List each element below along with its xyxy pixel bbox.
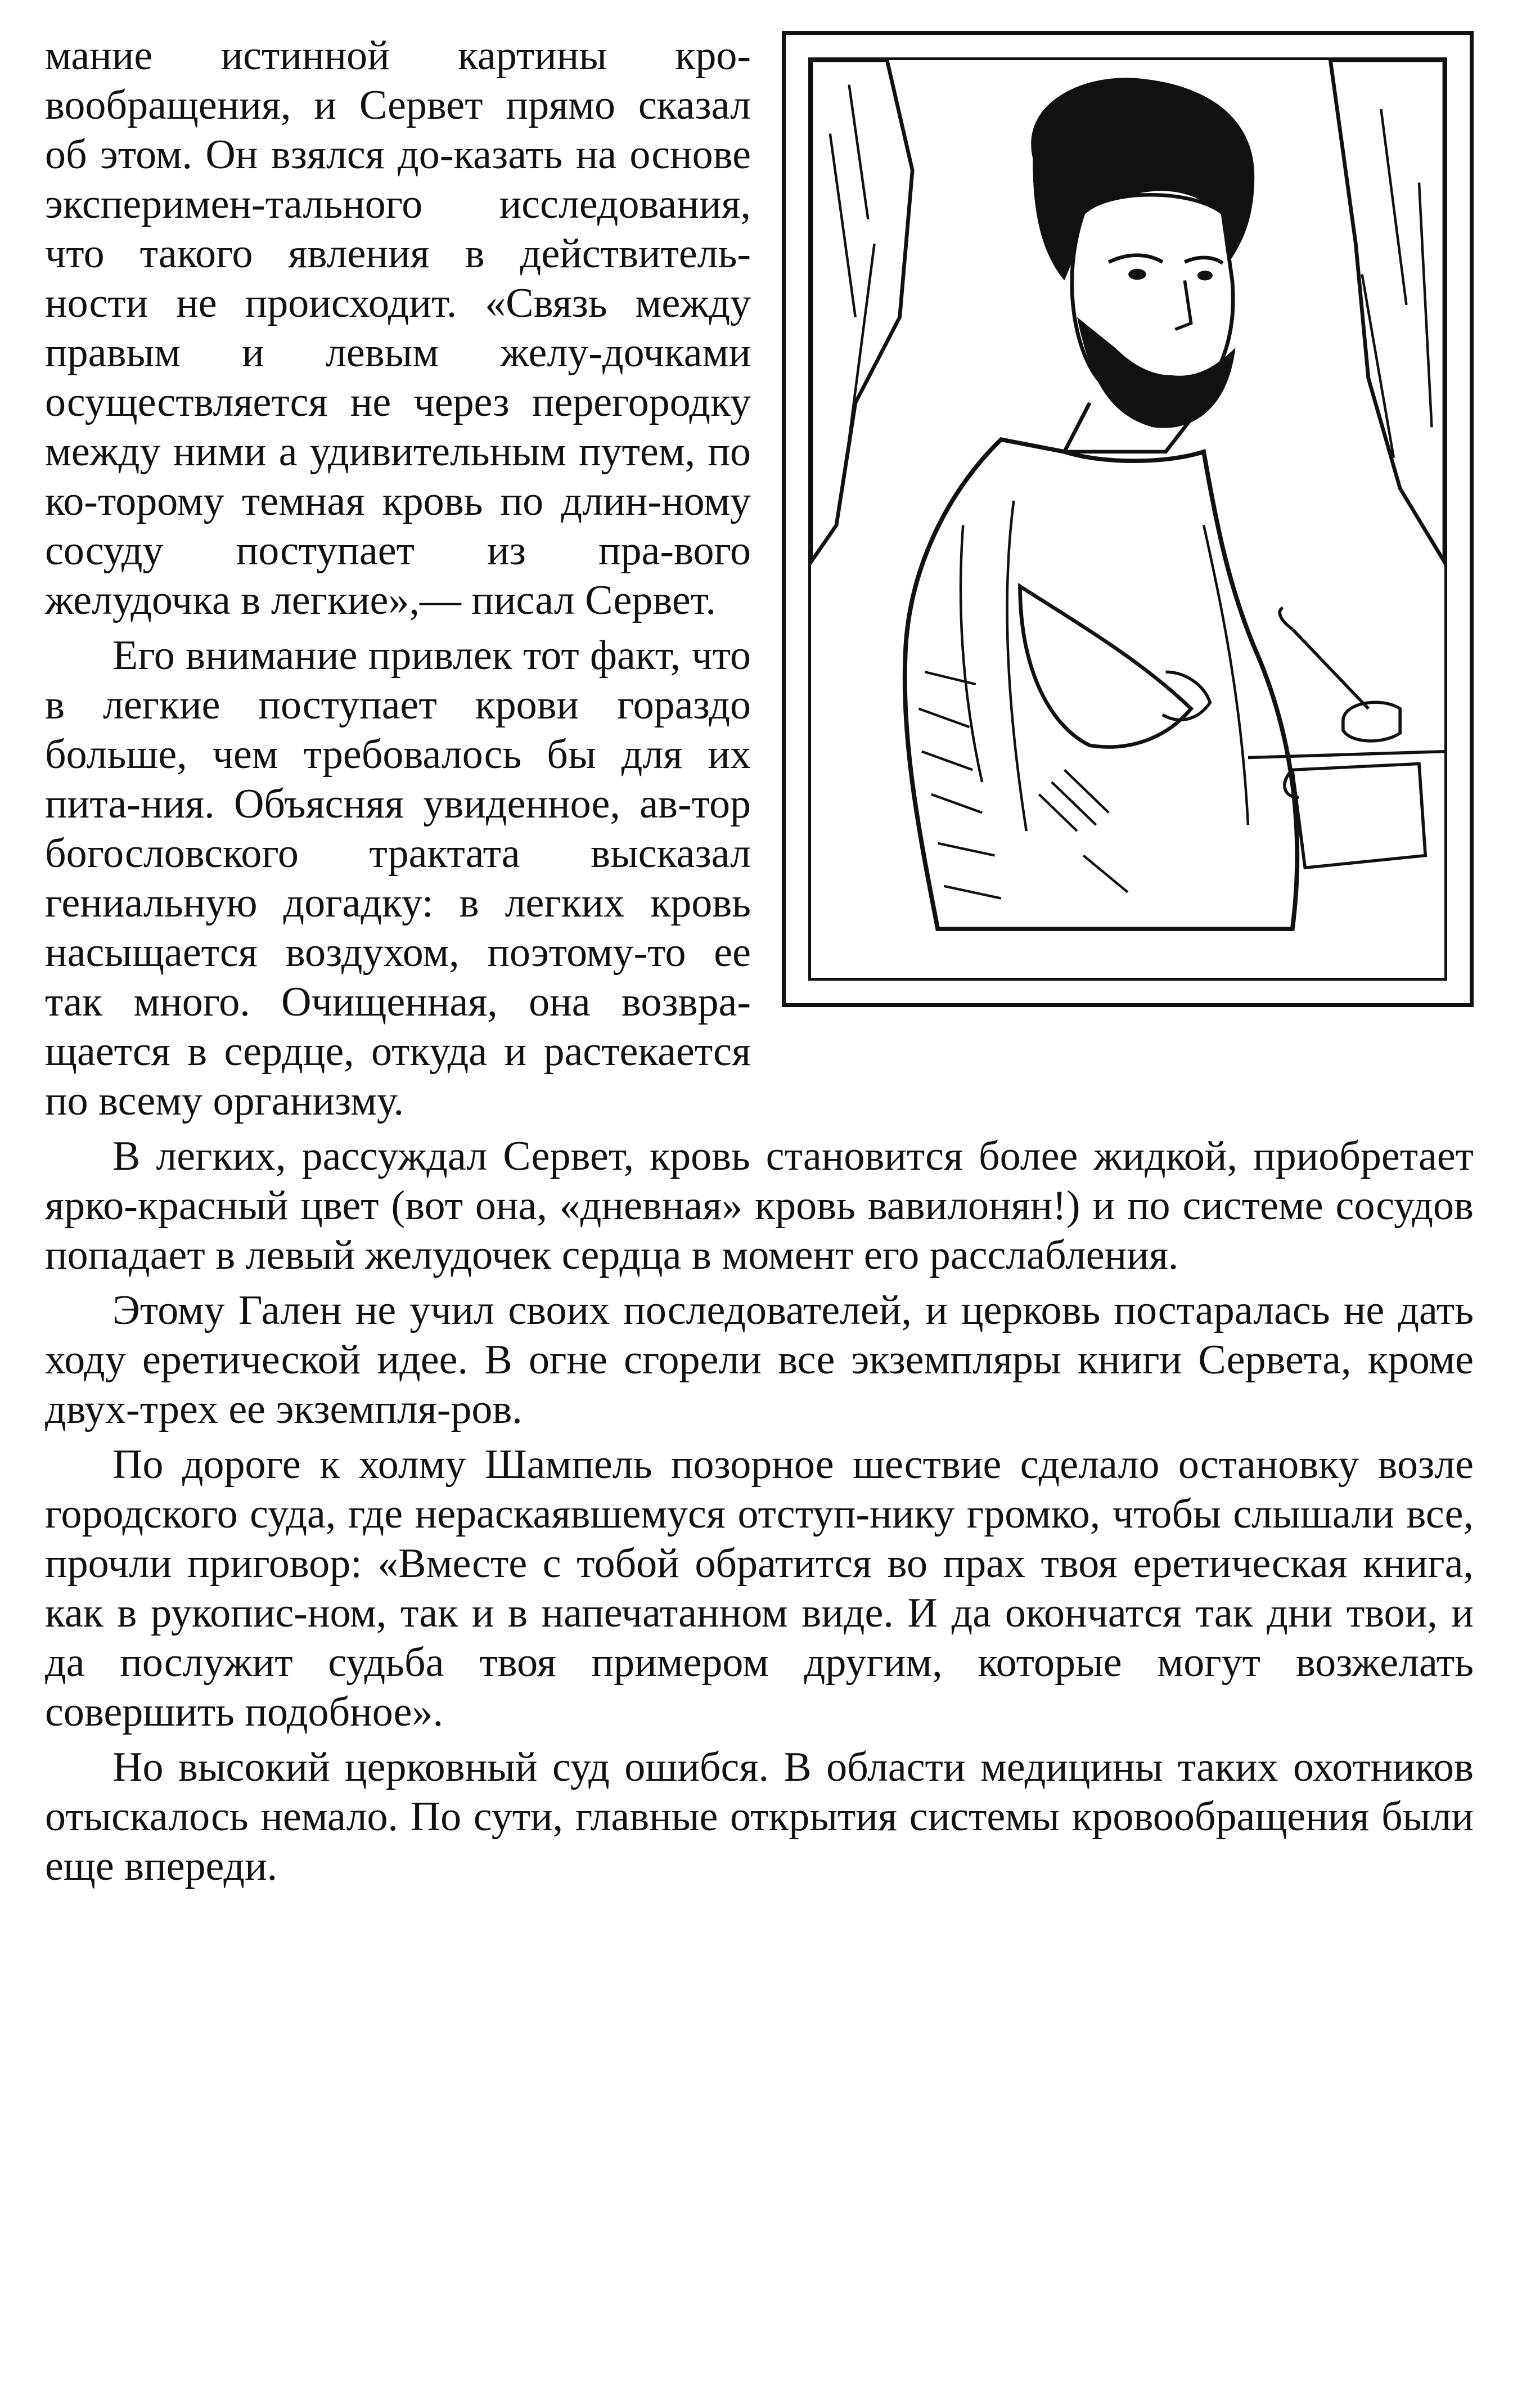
portrait-frame bbox=[808, 57, 1447, 981]
paragraph-6: Но высокий церковный суд ошибся. В области медицины таких охотников отыскалось немало. По сути, главные открытия системы кровообращения были еще впереди. bbox=[45, 1744, 1474, 1889]
portrait-woodcut-icon bbox=[811, 60, 1444, 978]
paragraph-3: В легких, рассуждал Сервет, кровь становится более жидкой, приобретает ярко-красный цвет (вот она, «дневная» кровь вавилонян!) и по системе сосудов попадает в левый желудочек сердца в момент его расслабления. bbox=[45, 1133, 1474, 1278]
paragraph-2: Его внимание привлек тот факт, что в легкие поступает крови гораздо больше, чем требовалось бы для их пита-ния. Объясняя увиденное, ав-тор богословского трактата высказал гениальную догадку: в легких кровь насыщается воздухом, поэтому-то ее так много. Очищенная, она возвра-щается в сердце, откуда и растекается по всему организму. bbox=[45, 632, 751, 1124]
portrait-figure bbox=[782, 31, 1474, 1007]
page-text bbox=[45, 31, 1474, 1897]
paragraph-4: Этому Гален не учил своих последователей, и церковь постаралась не дать ходу еретической идее. В огне сгорели все экземпляры книги Сервета, кроме двух-трех ее экземпля-ров. bbox=[45, 1287, 1474, 1432]
paragraph-5: По дороге к холму Шампель позорное шествие сделало остановку возле городского суда, где нераскаявшемуся отступ-нику громко, чтобы слышали все, прочли приговор: «Вместе с тобой обратится во прах твоя еретическая книга, как в рукопис-ном, так и в напечатанном виде. И да окончатся так дни твои, и да послужит судьба твоя примером другим, которые могут возжелать совершить подобное». bbox=[45, 1441, 1474, 1735]
paragraph-1: мание истинной картины кро-вообращения, и Сервет прямо сказал об этом. Он взялся до-казать на основе эксперимен-тального исследования, что такого явления в действитель-ности не происходит. «Связь между правым и левым желу-дочками осуществляется не через перегородку между ними а удивительным путем, по ко-торому темная кровь по длин-ному сосуду поступает из пра-вого желудочка в легкие»,— писал Сервет. bbox=[45, 33, 751, 623]
